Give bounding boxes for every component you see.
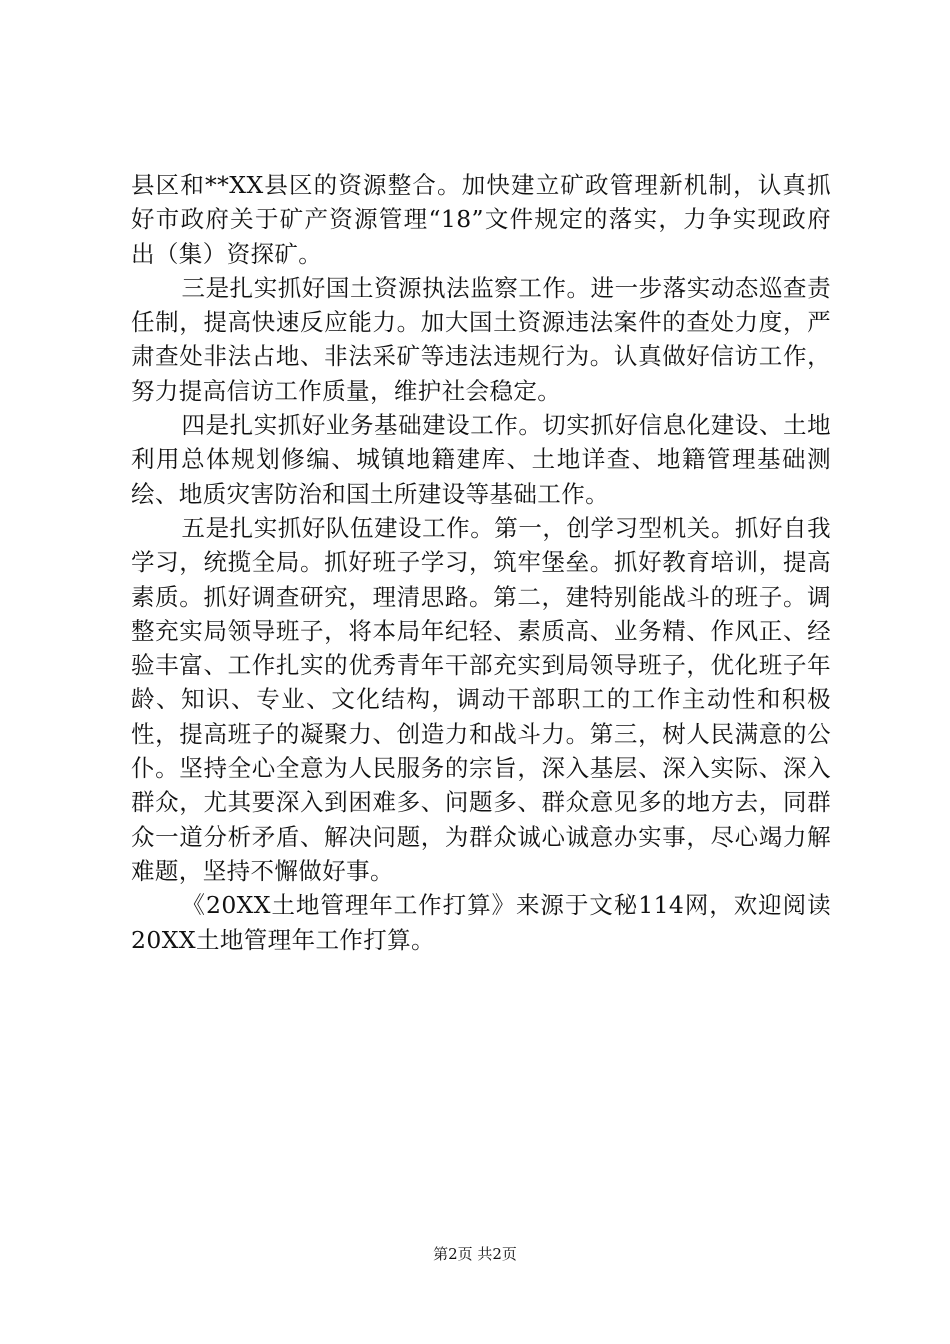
- paragraph-3: 四是扎实抓好业务基础建设工作。切实抓好信息化建设、土地利用总体规划修编、城镇地籍建库、土地详查、地籍管理基础测绘、地质灾害防治和国土所建设等基础工作。: [131, 411, 831, 508]
- document-body: [131, 168, 831, 957]
- paragraph-2: 三是扎实抓好国土资源执法监察工作。进一步落实动态巡查责任制，提高快速反应能力。加大国土资源违法案件的查处力度，严肃查处非法占地、非法采矿等违法违规行为。认真做好信访工作，努力提高信访工作质量，维护社会稳定。: [131, 273, 831, 405]
- paragraph-1: 县区和**XX县区的资源整合。加快建立矿政管理新机制，认真抓好市政府关于矿产资源管理“18”文件规定的落实，力争实现政府出（集）资探矿。: [131, 171, 831, 268]
- paragraph-5: 《20XX土地管理年工作打算》来源于文秘114网，欢迎阅读20XX土地管理年工作打算。: [131, 891, 831, 954]
- page-footer: 第2页 共2页: [433, 1245, 517, 1263]
- paragraph-4: 五是扎实抓好队伍建设工作。第一，创学习型机关。抓好自我学习，统揽全局。抓好班子学习，筑牢堡垒。抓好教育培训，提高素质。抓好调查研究，理清思路。第二，建特别能战斗的班子。调整充实局领导班子，将本局年纪轻、素质高、业务精、作风正、经验丰富、工作扎实的优秀青年干部充实到局领导班子，优化班子年龄、知识、专业、文化结构，调动干部职工的工作主动性和积极性，提高班子的凝聚力、创造力和战斗力。第三，树人民满意的公仆。坚持全心全意为人民服务的宗旨，深入基层、深入实际、深入群众，尤其要深入到困难多、问题多、群众意见多的地方去，同群众一道分析矛盾、解决问题，为群众诚心诚意办实事，尽心竭力解难题，坚持不懈做好事。: [131, 513, 831, 885]
